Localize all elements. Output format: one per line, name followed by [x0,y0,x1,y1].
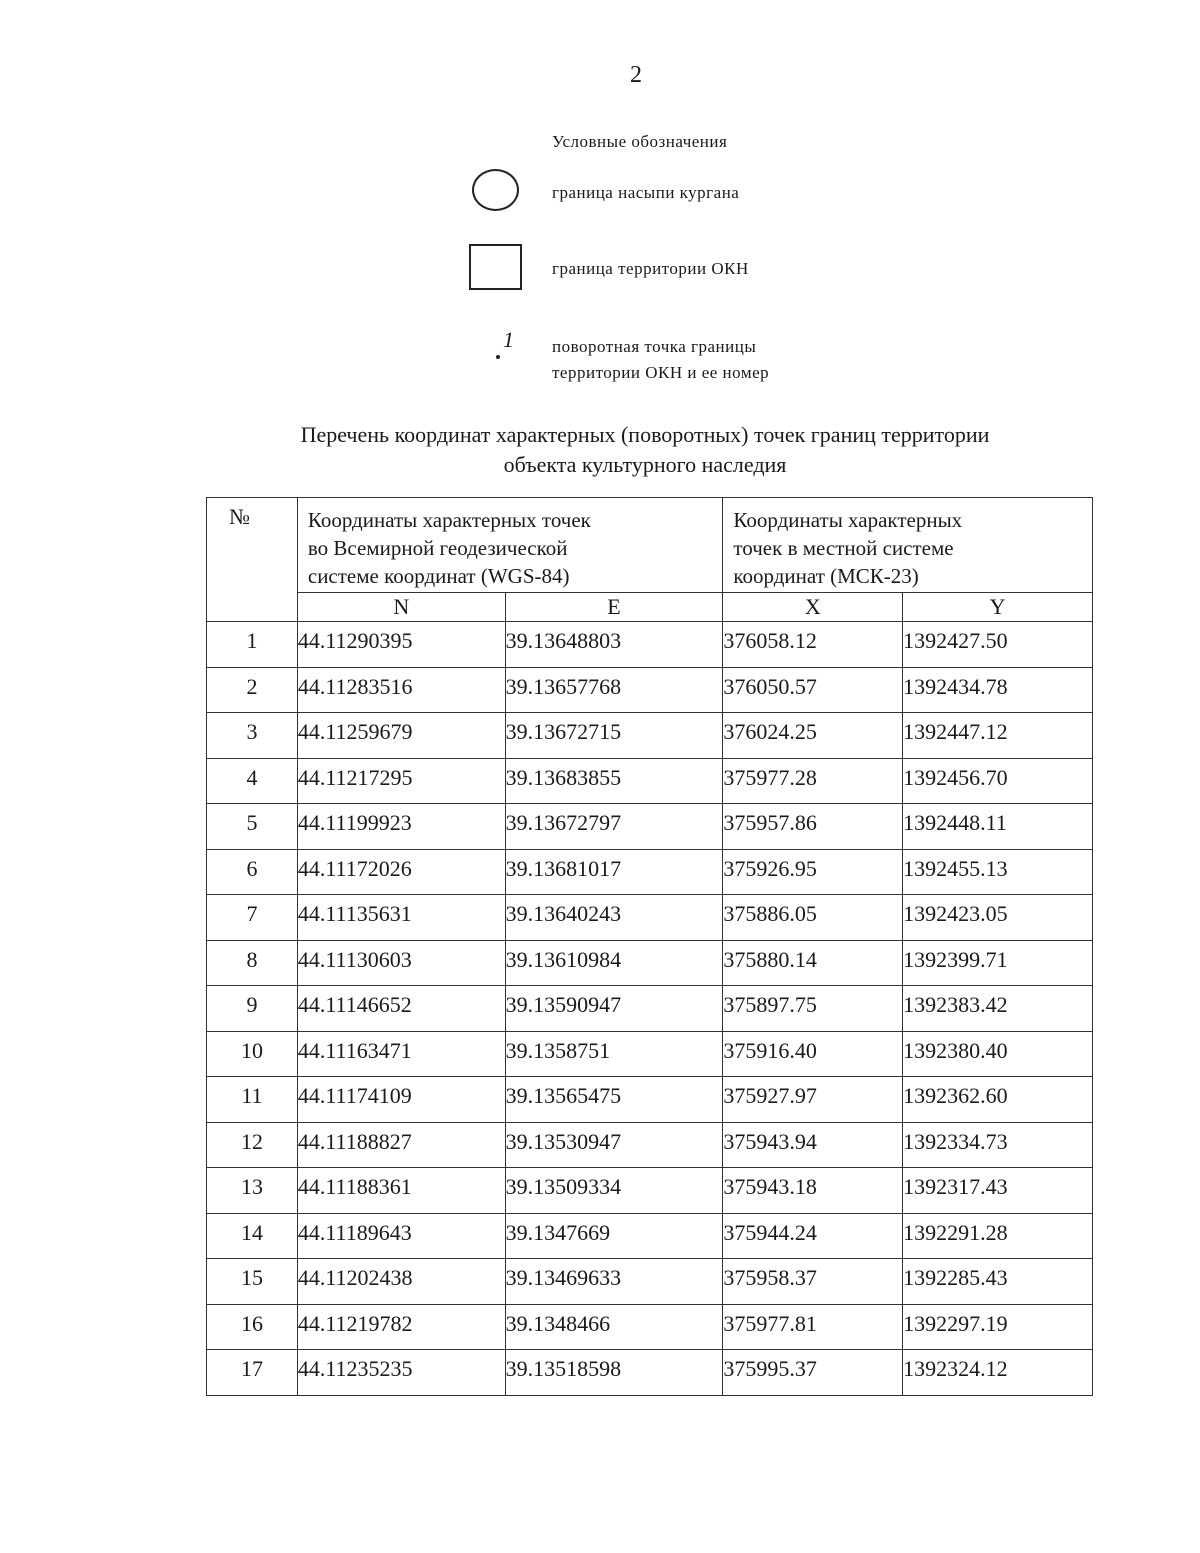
cell-n: 44.11188827 [297,1122,505,1168]
table-row [207,1350,1093,1396]
cell-e: 39.13530947 [505,1122,723,1168]
cell-number: 16 [207,1304,298,1350]
cell-x: 375916.40 [723,1031,903,1077]
cell-x: 375943.18 [723,1168,903,1214]
cell-x: 376058.12 [723,622,903,668]
cell-y: 1392317.43 [903,1168,1093,1214]
table-row [207,1304,1093,1350]
table-row [207,1259,1093,1305]
cell-x: 375943.94 [723,1122,903,1168]
cell-e: 39.13469633 [505,1259,723,1305]
table-row [207,758,1093,804]
cell-y: 1392447.12 [903,713,1093,759]
cell-y: 1392324.12 [903,1350,1093,1396]
cell-n: 44.11219782 [297,1304,505,1350]
table-row [207,667,1093,713]
cell-x: 375957.86 [723,804,903,850]
cell-x: 375880.14 [723,940,903,986]
cell-y: 1392448.11 [903,804,1093,850]
header-number: № [207,498,298,622]
cell-y: 1392383.42 [903,986,1093,1032]
cell-n: 44.11172026 [297,849,505,895]
legend-point-number: 1 [503,327,514,352]
cell-e: 39.13681017 [505,849,723,895]
cell-n: 44.11130603 [297,940,505,986]
cell-n: 44.11199923 [297,804,505,850]
cell-x: 376050.57 [723,667,903,713]
header-msk23-line3: координат (МСК-23) [733,564,919,588]
table-row [207,1168,1093,1214]
table-row [207,713,1093,759]
square-icon [469,244,522,290]
circle-icon [472,169,519,211]
cell-y: 1392285.43 [903,1259,1093,1305]
cell-n: 44.11259679 [297,713,505,759]
cell-e: 39.13509334 [505,1168,723,1214]
cell-number: 1 [207,622,298,668]
cell-y: 1392455.13 [903,849,1093,895]
legend-label-mound: граница насыпи кургана [552,183,740,202]
cell-n: 44.11163471 [297,1031,505,1077]
cell-x: 376024.25 [723,713,903,759]
cell-number: 8 [207,940,298,986]
cell-e: 39.1347669 [505,1213,723,1259]
cell-n: 44.11189643 [297,1213,505,1259]
cell-y: 1392380.40 [903,1031,1093,1077]
cell-n: 44.11202438 [297,1259,505,1305]
cell-e: 39.13672797 [505,804,723,850]
cell-number: 5 [207,804,298,850]
cell-y: 1392423.05 [903,895,1093,941]
legend-label-territory: граница территории ОКН [552,259,749,278]
header-msk23 [723,498,1093,593]
table-row [207,1077,1093,1123]
cell-y: 1392334.73 [903,1122,1093,1168]
cell-y: 1392434.78 [903,667,1093,713]
table-row [207,849,1093,895]
cell-n: 44.11146652 [297,986,505,1032]
cell-n: 44.11174109 [297,1077,505,1123]
header-y: Y [903,593,1093,622]
cell-y: 1392427.50 [903,622,1093,668]
table-row [207,622,1093,668]
table-row [207,1122,1093,1168]
cell-x: 375944.24 [723,1213,903,1259]
cell-e: 39.13672715 [505,713,723,759]
table-title-line2: объекта культурного наследия [503,452,787,477]
cell-e: 39.13657768 [505,667,723,713]
legend-label-point [552,334,769,386]
cell-x: 375897.75 [723,986,903,1032]
cell-x: 375977.28 [723,758,903,804]
cell-n: 44.11188361 [297,1168,505,1214]
cell-number: 7 [207,895,298,941]
cell-number: 11 [207,1077,298,1123]
legend-title: Условные обозначения [552,132,728,151]
table-row [207,804,1093,850]
cell-x: 375995.37 [723,1350,903,1396]
cell-n: 44.11283516 [297,667,505,713]
cell-x: 375958.37 [723,1259,903,1305]
legend-label-point-line2: территории ОКН и ее номер [552,363,770,382]
cell-number: 9 [207,986,298,1032]
cell-y: 1392362.60 [903,1077,1093,1123]
cell-number: 17 [207,1350,298,1396]
cell-e: 39.1358751 [505,1031,723,1077]
cell-e: 39.1348466 [505,1304,723,1350]
cell-y: 1392297.19 [903,1304,1093,1350]
page-number: 2 [630,62,642,88]
table-row [207,1213,1093,1259]
cell-number: 4 [207,758,298,804]
cell-e: 39.13648803 [505,622,723,668]
legend-label-point-line1: поворотная точка границы [552,337,757,356]
cell-number: 2 [207,667,298,713]
cell-n: 44.11217295 [297,758,505,804]
cell-y: 1392291.28 [903,1213,1093,1259]
coordinates-table [206,497,1093,1396]
header-wgs84-line3: системе координат (WGS-84) [307,564,570,588]
header-msk23-line1: Координаты характерных [733,508,963,532]
cell-number: 3 [207,713,298,759]
header-wgs84 [297,498,723,593]
header-e: E [505,593,723,622]
table-row [207,986,1093,1032]
cell-number: 15 [207,1259,298,1305]
table-title [200,420,1090,480]
cell-x: 375977.81 [723,1304,903,1350]
cell-e: 39.13518598 [505,1350,723,1396]
cell-number: 12 [207,1122,298,1168]
table-row [207,940,1093,986]
cell-number: 10 [207,1031,298,1077]
cell-x: 375927.97 [723,1077,903,1123]
header-n: N [297,593,505,622]
header-wgs84-line2: во Всемирной геодезической [307,536,568,560]
header-msk23-line2: точек в местной системе [733,536,954,560]
cell-e: 39.13590947 [505,986,723,1032]
cell-e: 39.13683855 [505,758,723,804]
table-title-line1: Перечень координат характерных (поворотных) точек границ территории [300,422,990,447]
table-row [207,1031,1093,1077]
cell-n: 44.11135631 [297,895,505,941]
cell-e: 39.13610984 [505,940,723,986]
header-x: X [723,593,903,622]
table-row [207,895,1093,941]
cell-e: 39.13565475 [505,1077,723,1123]
header-wgs84-line1: Координаты характерных точек [307,508,591,532]
cell-x: 375926.95 [723,849,903,895]
cell-x: 375886.05 [723,895,903,941]
cell-n: 44.11235235 [297,1350,505,1396]
cell-e: 39.13640243 [505,895,723,941]
cell-n: 44.11290395 [297,622,505,668]
cell-number: 6 [207,849,298,895]
cell-number: 13 [207,1168,298,1214]
cell-y: 1392456.70 [903,758,1093,804]
point-icon [496,355,500,359]
cell-y: 1392399.71 [903,940,1093,986]
cell-number: 14 [207,1213,298,1259]
